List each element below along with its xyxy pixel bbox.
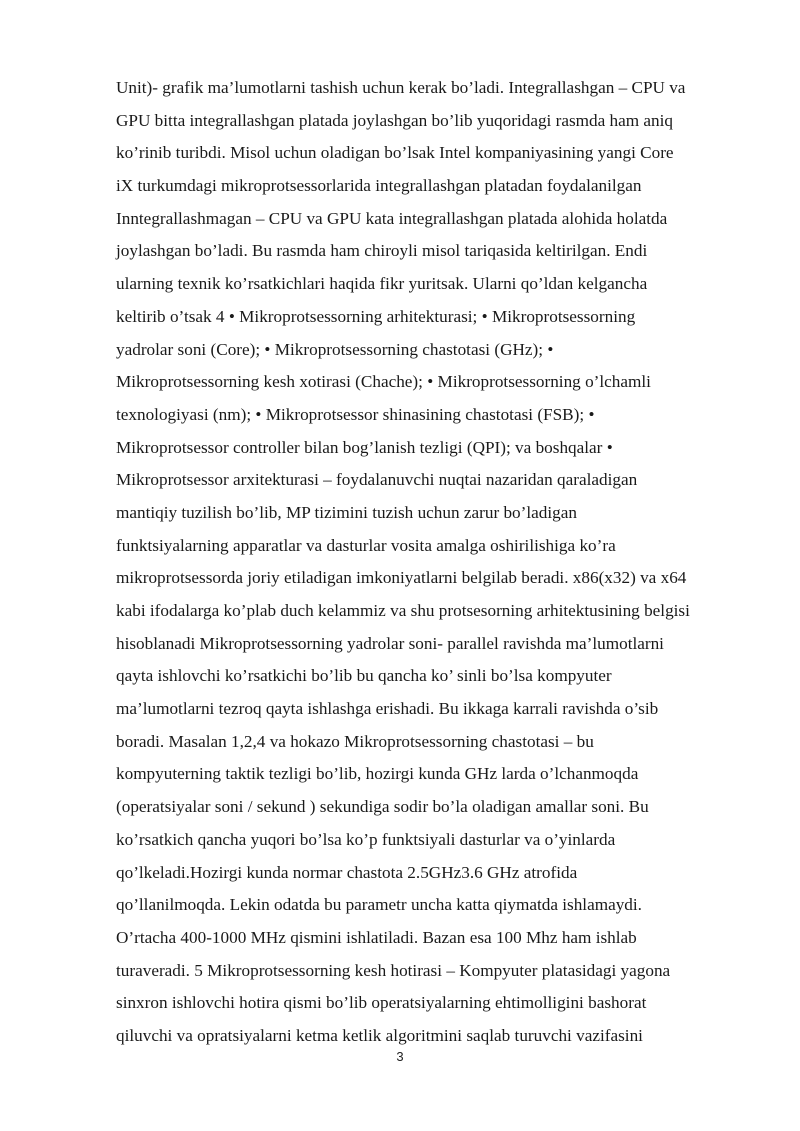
text-line: Mikroprotsessorning kesh xotirasi (Chache); • Mikroprotsessorning o’lchamli [116,372,651,392]
text-line: qo’lkeladi.Hozirgi kunda normar chastota 2.5GHz3.6 GHz atrofida [116,862,578,882]
text-line: kompyuterning taktik tezligi bo’lib, hozirgi kunda GHz larda o’lchanmoqda [116,764,639,784]
text-line: (operatsiyalar soni / sekund ) sekundiga sodir bo’la oladigan amallar soni. Bu [116,797,649,817]
body-text [116,72,756,1053]
text-line: ko’rsatkich qancha yuqori bo’lsa ko’p funktsiyali dasturlar va o’yinlarda [116,829,616,849]
text-line: ularning texnik ko’rsatkichlari haqida fikr yuritsak. Ularni qo’ldan kelgancha [116,274,648,294]
text-line: mantiqiy tuzilish bo’lib, MP tizimini tuzish uchun zarur bo’ladigan [116,502,577,522]
text-line: turaveradi. 5 Mikroprotsessorning kesh hotirasi – Kompyuter platasidagi yagona [116,960,671,980]
text-line: keltirib o’tsak 4 • Mikroprotsessorning arhitekturasi; • Mikroprotsessorning [116,306,636,326]
text-line: yadrolar soni (Core); • Mikroprotsessorning chastotasi (GHz); • [116,339,554,359]
text-line: texnologiyasi (nm); • Mikroprotsessor shinasining chastotasi (FSB); • [116,404,595,424]
text-line: boradi. Masalan 1,2,4 va hokazo Mikroprotsessorning chastotasi – bu [116,731,594,751]
text-line: ko’rinib turibdi. Misol uchun oladigan bo’lsak Intel kompaniyasining yangi Core [116,143,674,163]
text-line: iX turkumdagi mikroprotsessorlarida integrallashgan platadan foydalanilgan [116,176,642,196]
text-line: hisoblanadi Mikroprotsessorning yadrolar soni- parallel ravishda ma’lumotlarni [116,633,664,653]
text-line: Mikroprotsessor arxitekturasi – foydalanuvchi nuqtai nazaridan qaraladigan [116,470,638,490]
text-line: mikroprotsessorda joriy etiladigan imkoniyatlarni belgilab beradi. x86(x32) va x64 [116,568,687,588]
text-line: qayta ishlovchi ko’rsatkichi bo’lib bu qancha ko’ sinli bo’lsa kompyuter [116,666,612,686]
text-line: O’rtacha 400-1000 MHz qismini ishlatiladi. Bazan esa 100 Mhz ham ishlab [116,927,637,947]
page-number: 3 [396,1049,404,1064]
text-line: sinxron ishlovchi hotira qismi bo’lib operatsiyalarning ehtimolligini bashorat [116,993,647,1013]
text-line: Unit)- grafik ma’lumotlarni tashish uchun kerak bo’ladi. Integrallashgan – CPU va [116,78,686,97]
text-line: joylashgan bo’ladi. Bu rasmda ham chiroyli misol tariqasida keltirilgan. Endi [116,241,648,261]
text-line: qiluvchi va opratsiyalarni ketma ketlik algoritmini saqlab turuvchi vazifasini [116,1025,643,1045]
text-line: ma’lumotlarni tezroq qayta ishlashga erishadi. Bu ikkaga karrali ravishda o’sib [116,699,659,719]
text-line: qo’llanilmoqda. Lekin odatda bu parametr uncha katta qiymatda ishlamaydi. [116,895,642,915]
text-line: kabi ifodalarga ko’plab duch kelammiz va shu protsesorning arhitektusining belgisi [116,601,690,620]
text-line: funktsiyalarning apparatlar va dasturlar vosita amalga oshirilishiga ko’ra [116,535,616,555]
text-line: GPU bitta integrallashgan platada joylashgan bo’lib yuqoridagi rasmda ham aniq [116,110,674,130]
text-line: Mikroprotsessor controller bilan bog’lanish tezligi (QPI); va boshqalar • [116,437,613,457]
text-line: Inntegrallashmagan – CPU va GPU kata integrallashgan platada alohida holatda [116,208,668,228]
